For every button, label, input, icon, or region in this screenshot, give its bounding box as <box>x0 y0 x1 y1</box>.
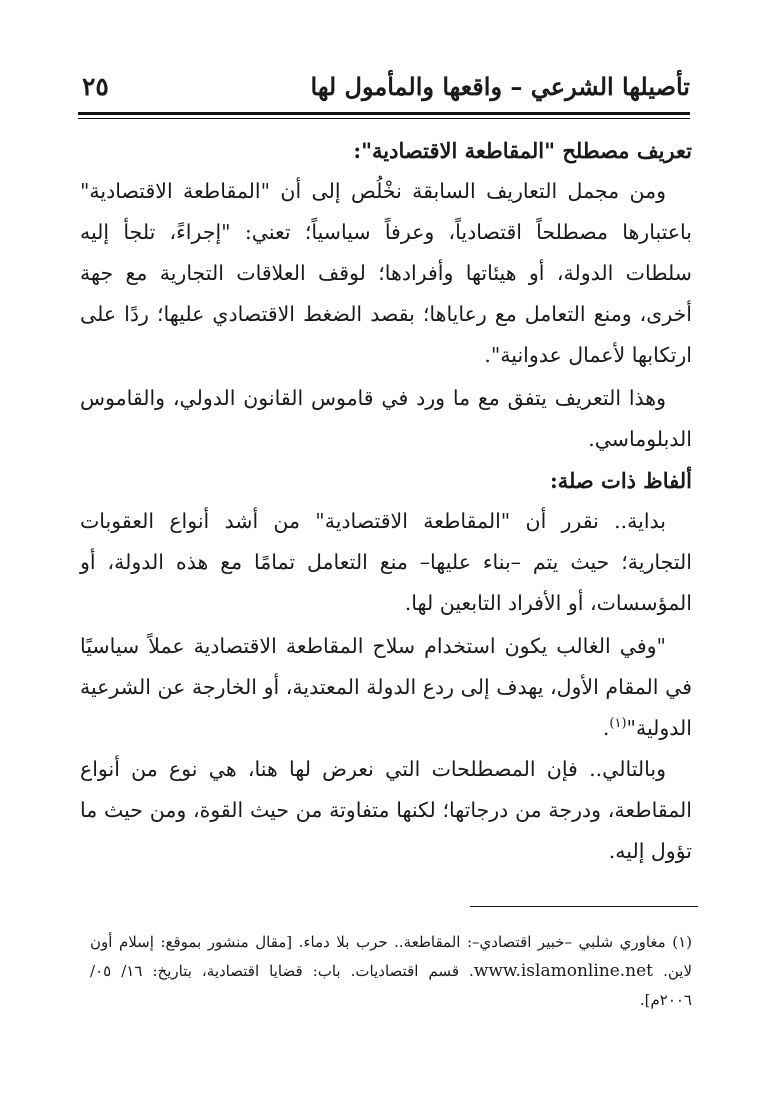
paragraph-terms: وبالتالي.. فإن المصطلحات التي نعرض لها هنا، هي نوع من أنواع المقاطعة، ودرجة من درجاتها؛ لكنها متفاوتة من حيث القوة، ومن حيث ما تؤول إليه. <box>80 757 692 863</box>
quote-text: "وفي الغالب يكون استخدام سلاح المقاطعة الاقتصادية عملاً سياسيًا في المقام الأول، يهدف إلى ردع الدولة المعتدية، أو الخارجة عن الشرعية الدولية" <box>80 634 692 740</box>
section-heading-definition: تعريف مصطلح "المقاطعة الاقتصادية": <box>353 138 692 163</box>
quote-end: . <box>602 716 610 740</box>
paragraph-severity: بداية.. نقرر أن "المقاطعة الاقتصادية" من أشد أنواع العقوبات التجارية؛ حيث يتم –بناء عليها– منع التعامل تمامًا مع هذه الدولة، أو المؤسسات، أو الأفراد التابعين لها. <box>80 509 692 615</box>
footnote-text-before: (١) مغاوري شلبي –خبير اقتصادي–: المقاطعة.. حرب بلا دماء. [مقال منشور بموقع: إسلام أون لاين. <box>90 933 692 980</box>
paragraph-definition: ومن مجمل التعاريف السابقة نخْلُص إلى أن "المقاطعة الاقتصادية" باعتبارها مصطلحاً اقتصادياً، وعرفاً سياسياً؛ تعني: "إجراءً، تلجأ إليه سلطات الدولة، أو هيئاتها وأفرادها؛ لوقف العلاقات التجارية مع جهة أخرى، ومنع التعامل مع رعاياها؛ بقصد الضغط الاقتصادي عليها؛ ردًا على ارتكابها لأعمال عدوانية". <box>80 179 692 367</box>
footnote-text-after: . قسم اقتصاديات. باب: قضايا اقتصادية، بتاريخ: ١٦/ ٠٥/ ٢٠٠٦م]. <box>90 962 692 1009</box>
page-header <box>78 70 690 110</box>
section-heading-related-terms: ألفاظ ذات صلة: <box>549 468 692 493</box>
paragraph-political-use <box>80 626 692 749</box>
paragraph-dictionary: وهذا التعريف يتفق مع ما ورد في قاموس القانون الدولي، والقاموس الدبلوماسي. <box>80 386 692 451</box>
footnote <box>90 928 692 1015</box>
body-text <box>80 130 692 872</box>
footnote-separator <box>470 906 698 907</box>
footnote-reference[interactable]: (١) <box>609 716 627 732</box>
footnote-url[interactable]: www.islamonline.net <box>473 961 654 981</box>
page-number: ٢٥ <box>82 72 109 101</box>
header-rule-thin <box>78 118 690 119</box>
header-rule-thick <box>78 112 690 115</box>
running-title: تأصيلها الشرعي – واقعها والمأمول لها <box>310 72 690 101</box>
